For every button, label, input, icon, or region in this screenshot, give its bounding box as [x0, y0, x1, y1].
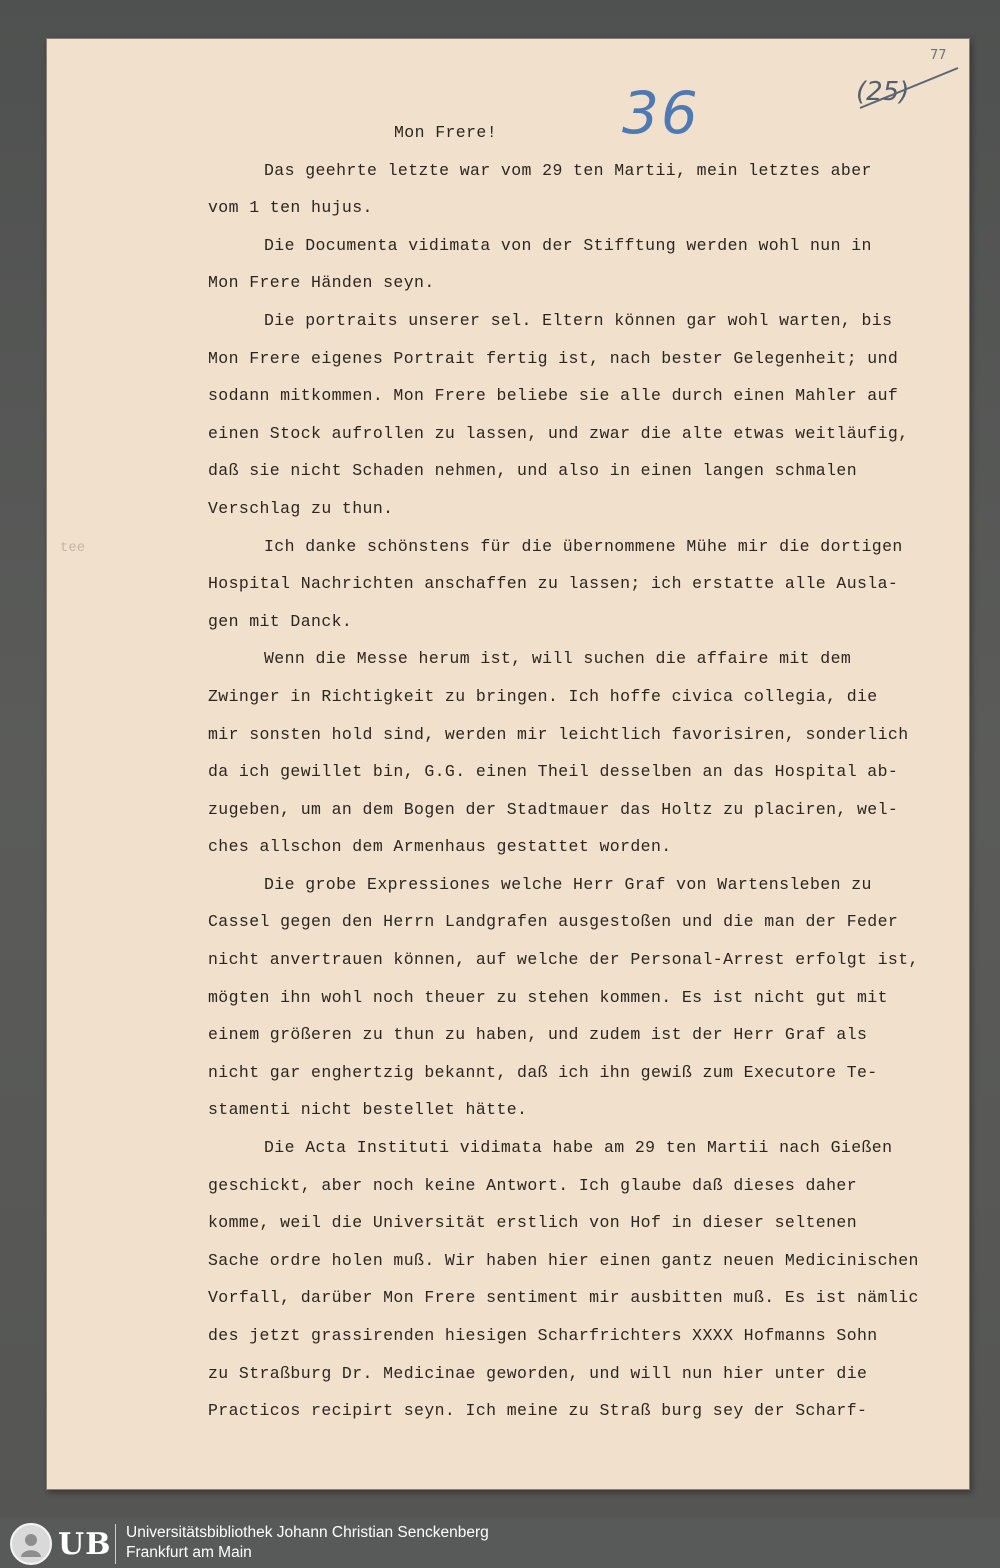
letter-line: Das geehrte letzte war vom 29 ten Martii, mein letztes aber: [264, 160, 872, 180]
letter-line: gen mit Danck.: [208, 611, 353, 631]
letter-line: vom 1 ten hujus.: [208, 198, 373, 218]
footer-divider: [115, 1524, 116, 1564]
letter-line: Zwinger in Richtigkeit zu bringen. Ich hoffe civica collegia, die: [208, 686, 878, 706]
letter-line: stamenti nicht bestellet hätte.: [208, 1100, 528, 1120]
letter-line: ches allschon dem Armenhaus gestattet worden.: [208, 837, 672, 857]
bleed-through-text: tee: [60, 540, 86, 556]
letter-line: Hospital Nachrichten anschaffen zu lassen; ich erstatte alle Ausla-: [208, 574, 899, 594]
letter-line: Ich danke schönstens für die übernommene Mühe mir die dortigen: [264, 536, 903, 556]
letter-line: einem größeren zu thun zu haben, und zudem ist der Herr Graf als: [208, 1025, 868, 1045]
greeting: Mon Frere!: [394, 123, 498, 142]
library-name: Universitätsbibliothek Johann Christian Senckenberg: [126, 1524, 489, 1541]
letter-line: Mon Frere eigenes Portrait fertig ist, nach bester Gelegenheit; und: [208, 348, 899, 368]
letter-line: zu Straßburg Dr. Medicinae geworden, und will nun hier unter die: [208, 1363, 868, 1383]
letter-line: Vorfall, darüber Mon Frere sentiment mir ausbitten muß. Es ist nämlic: [208, 1288, 919, 1308]
letter-line: mögten ihn wohl noch theuer zu stehen kommen. Es ist nicht gut mit: [208, 987, 888, 1007]
letter-line: mir sonsten hold sind, werden mir leichtlich favorisiren, sonderlich: [208, 724, 909, 744]
letter-line: geschickt, aber noch keine Antwort. Ich glaube daß dieses daher: [208, 1175, 858, 1195]
letter-line: da ich gewillet bin, G.G. einen Theil desselben an das Hospital ab-: [208, 762, 899, 782]
letter-line: Wenn die Messe herum ist, will suchen die affaire mit dem: [264, 649, 852, 669]
letter-line: komme, weil die Universität erstlich von Hof in dieser seltenen: [208, 1213, 858, 1233]
blue-folio-number: 36: [622, 79, 700, 147]
pencil-strike-through: [852, 64, 962, 116]
ub-logo[interactable]: [10, 1522, 116, 1566]
letter-line: Die Acta Instituti vidimata habe am 29 ten Martii nach Gießen: [264, 1138, 893, 1158]
logo-text: UB: [58, 1526, 112, 1562]
senckenberg-portrait-icon: [10, 1523, 52, 1565]
letter-body: [208, 114, 964, 1430]
letter-line: einen Stock aufrollen zu lassen, und zwar die alte etwas weitläufig,: [208, 423, 909, 443]
letter-line: daß sie nicht Schaden nehmen, und also in einen langen schmalen: [208, 461, 858, 481]
letter-line: Practicos recipirt seyn. Ich meine zu Straß burg sey der Scharf-: [208, 1401, 868, 1421]
letter-line: nicht gar enghertzig bekannt, daß ich ihn gewiß zum Executore Te-: [208, 1062, 878, 1082]
letter-line: Die portraits unserer sel. Eltern können gar wohl warten, bis: [264, 310, 893, 330]
letter-line: Sache ordre holen muß. Wir haben hier einen gantz neuen Medicinischen: [208, 1250, 919, 1270]
pencil-folio-number: (25): [856, 77, 910, 107]
letter-line: Die grobe Expressiones welche Herr Graf von Wartensleben zu: [264, 874, 872, 894]
library-location: Frankfurt am Main: [126, 1544, 252, 1561]
letter-line: Die Documenta vidimata von der Stifftung werden wohl nun in: [264, 235, 872, 255]
small-folio-number: 77: [930, 48, 947, 63]
letter-line: sodann mitkommen. Mon Frere beliebe sie alle durch einen Mahler auf: [208, 386, 899, 406]
letter-line: Cassel gegen den Herrn Landgrafen ausgestoßen und die man der Feder: [208, 912, 899, 932]
letter-line: nicht anvertrauen können, auf welche der Personal-Arrest erfolgt ist,: [208, 950, 919, 970]
letter-line: zugeben, um an dem Bogen der Stadtmauer das Holtz zu placiren, wel-: [208, 799, 899, 819]
letter-line: Mon Frere Händen seyn.: [208, 273, 435, 293]
letter-line: Verschlag zu thun.: [208, 498, 394, 518]
letter-line: des jetzt grassirenden hiesigen Scharfrichters XXXX Hofmanns Sohn: [208, 1326, 878, 1345]
